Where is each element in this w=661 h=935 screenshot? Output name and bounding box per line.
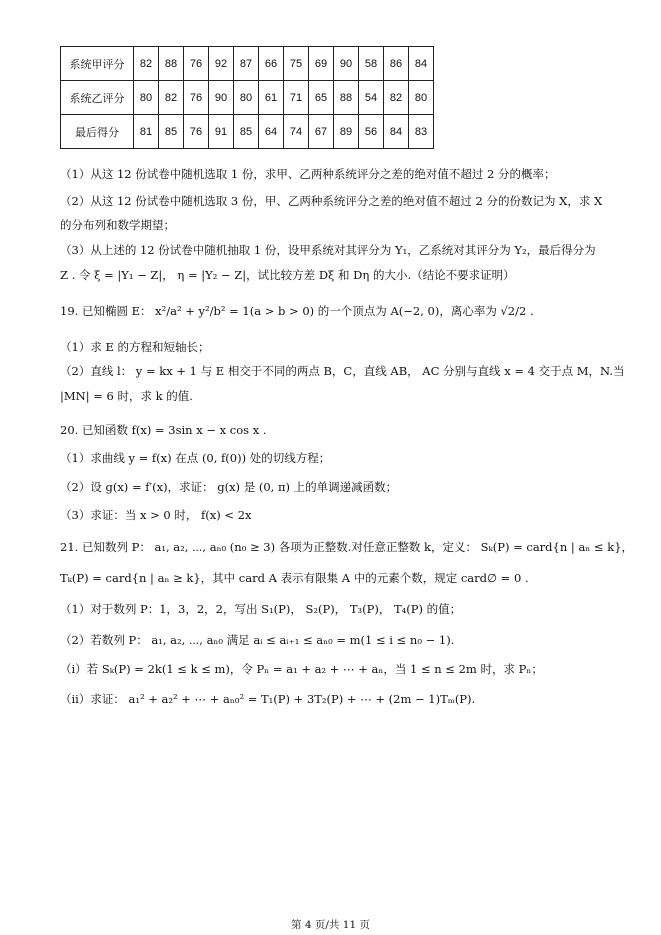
score-cell: 90 xyxy=(209,81,234,115)
row-label: 系统甲评分 xyxy=(61,47,134,81)
q21-definition: Tₖ(P) = card{n | aₙ ≥ k}，其中 card A 表示有限集 A 中的元素个数，规定 card∅ = 0 . xyxy=(60,571,529,585)
q21-part2-ii: （ii）求证： a₁² + a₂² + ⋯ + aₙ₀² = T₁(P) + 3T₂(P) + ⋯ + (2m − 1)Tₘ(P). xyxy=(60,692,476,706)
q21-part2-i: （i）若 Sₖ(P) = 2k(1 ≤ k ≤ m)，令 Pₙ = a₁ + a₂ + ⋯ + aₙ，当 1 ≤ n ≤ 2m 时，求 Pₙ； xyxy=(60,662,543,676)
score-cell: 67 xyxy=(309,115,334,149)
q20-part3: （3）求证：当 x > 0 时， f(x) < 2x xyxy=(60,508,252,522)
q20-stem: 20. 已知函数 f(x) = 3sin x − x cos x . xyxy=(60,423,267,437)
score-cell: 69 xyxy=(309,47,334,81)
score-cell: 91 xyxy=(209,115,234,149)
q18-part3-line2: Z . 令 ξ = |Y₁ − Z|， η = |Y₂ − Z|，试比较方差 Dξ 和 Dη 的大小.（结论不要求证明） xyxy=(60,268,515,282)
score-cell: 84 xyxy=(384,115,409,149)
score-cell: 88 xyxy=(159,47,184,81)
score-cell: 66 xyxy=(259,47,284,81)
score-cell: 80 xyxy=(134,81,159,115)
score-cell: 61 xyxy=(259,81,284,115)
score-cell: 76 xyxy=(184,81,209,115)
score-cell: 75 xyxy=(284,47,309,81)
score-cell: 76 xyxy=(184,47,209,81)
score-cell: 87 xyxy=(234,47,259,81)
score-cell: 82 xyxy=(159,81,184,115)
score-cell: 65 xyxy=(309,81,334,115)
score-cell: 83 xyxy=(409,115,434,149)
q20-part2: （2）设 g(x) = f′(x)，求证： g(x) 是 (0, π) 上的单调递减函数； xyxy=(60,480,398,494)
score-cell: 90 xyxy=(334,47,359,81)
score-cell: 86 xyxy=(384,47,409,81)
q18-part2-line1: （2）从这 12 份试卷中随机选取 3 份，甲、乙两种系统评分之差的绝对值不超过 2 分的份数记为 X，求 X xyxy=(60,194,603,208)
q20-part1: （1）求曲线 y = f(x) 在点 (0, f(0)) 处的切线方程； xyxy=(60,451,331,465)
q21-stem: 21. 已知数列 P： a₁, a₂, ⋯, aₙ₀ (n₀ ≥ 3) 各项为正整数.对任意正整数 k，定义： Sₖ(P) = card{n | aₙ ≤ k}， xyxy=(60,540,634,554)
score-cell: 76 xyxy=(184,115,209,149)
score-cell: 81 xyxy=(134,115,159,149)
q19-stem: 19. 已知椭圆 E： x²/a² + y²/b² = 1(a > b > 0) 的一个顶点为 A(−2, 0)，离心率为 √2/2 . xyxy=(60,304,534,318)
score-cell: 71 xyxy=(284,81,309,115)
q19-part2-line2: |MN| = 6 时，求 k 的值. xyxy=(60,389,193,403)
q21-part2: （2）若数列 P： a₁, a₂, ⋯, aₙ₀ 满足 aᵢ ≤ aᵢ₊₁ ≤ aₙ₀ = m(1 ≤ i ≤ n₀ − 1). xyxy=(60,633,455,647)
score-cell: 88 xyxy=(334,81,359,115)
row-label: 系统乙评分 xyxy=(61,81,134,115)
score-cell: 82 xyxy=(384,81,409,115)
score-table xyxy=(60,46,434,149)
q19-part1: （1）求 E 的方程和短轴长； xyxy=(60,340,210,354)
table-row xyxy=(61,81,434,115)
table-row xyxy=(61,115,434,149)
score-cell: 82 xyxy=(134,47,159,81)
score-cell: 80 xyxy=(409,81,434,115)
score-cell: 54 xyxy=(359,81,384,115)
page-footer: 第 4 页/共 11 页 xyxy=(291,919,370,931)
q19-part2-line1: （2）直线 l： y = kx + 1 与 E 相交于不同的两点 B，C，直线 AB， AC 分别与直线 x = 4 交于点 M，N.当 xyxy=(60,364,625,378)
score-cell: 56 xyxy=(359,115,384,149)
score-cell: 84 xyxy=(409,47,434,81)
q21-part1: （1）对于数列 P：1，3，2，2，写出 S₁(P)， S₂(P)， T₃(P)， T₄(P) 的值； xyxy=(60,602,462,616)
table-row xyxy=(61,47,434,81)
score-cell: 74 xyxy=(284,115,309,149)
q18-part3-line1: （3）从上述的 12 份试卷中随机抽取 1 份，设甲系统对其评分为 Y₁，乙系统对其评分为 Y₂，最后得分为 xyxy=(60,243,596,257)
row-label: 最后得分 xyxy=(61,115,134,149)
score-cell: 58 xyxy=(359,47,384,81)
score-cell: 85 xyxy=(159,115,184,149)
score-cell: 85 xyxy=(234,115,259,149)
score-cell: 64 xyxy=(259,115,284,149)
q18-part1: （1）从这 12 份试卷中随机选取 1 份，求甲、乙两种系统评分之差的绝对值不超过 2 分的概率； xyxy=(60,167,556,181)
score-cell: 92 xyxy=(209,47,234,81)
score-cell: 80 xyxy=(234,81,259,115)
q18-part2-line2: 的分布列和数学期望； xyxy=(60,218,175,232)
score-cell: 89 xyxy=(334,115,359,149)
